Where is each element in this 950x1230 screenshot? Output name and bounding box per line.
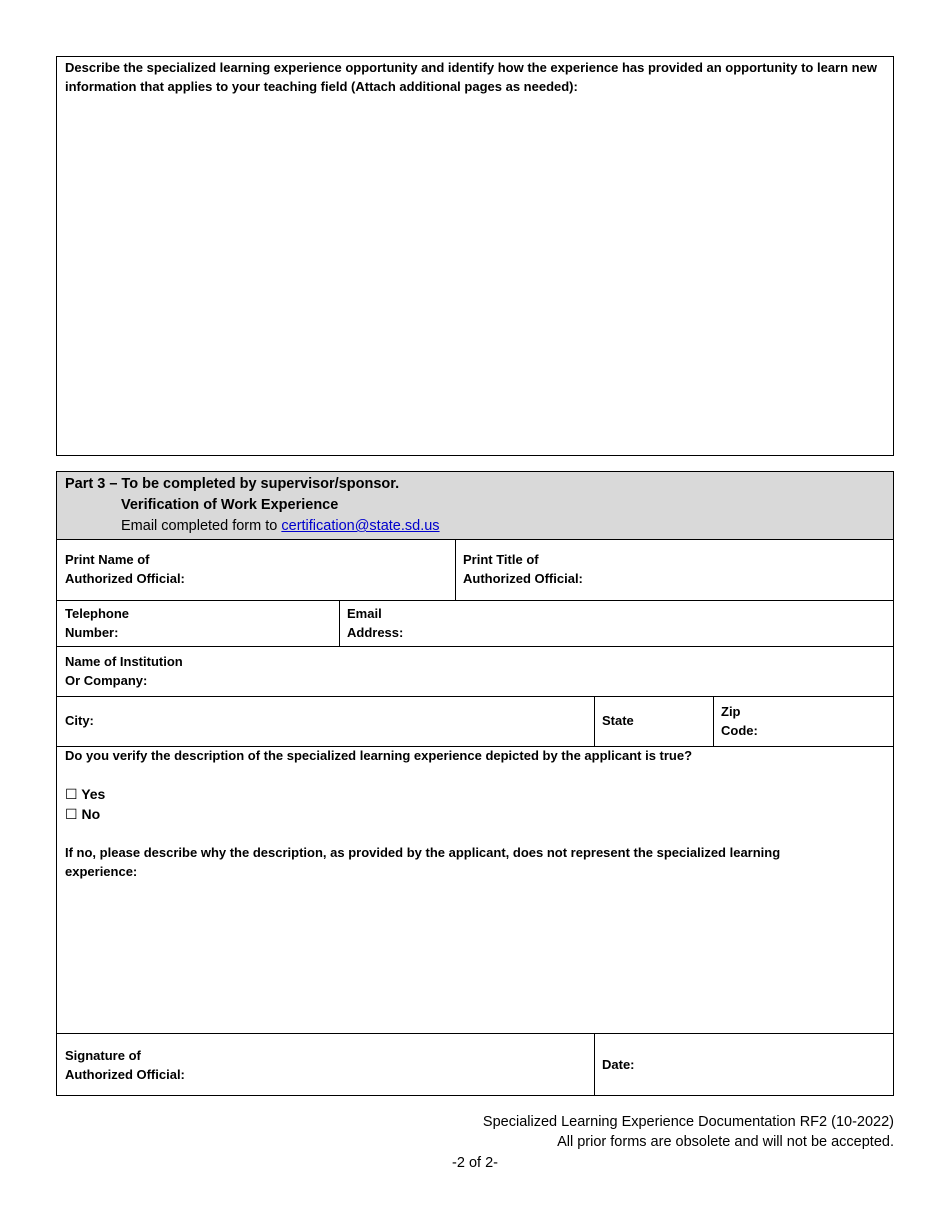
date-label: Date: [602, 1057, 635, 1072]
part3-header [57, 472, 893, 539]
signature-label: Signature of Authorized Official: [65, 1048, 185, 1082]
if-no-prompt: If no, please describe why the description, as provided by the applicant, does not represent the specialized learning experience: [65, 845, 781, 879]
email-address-label: Email Address: [347, 606, 404, 640]
part3-subtitle: Verification of Work Experience [121, 497, 339, 513]
certification-email-link[interactable]: certification@state.sd.us [281, 518, 440, 534]
footer-obsolete-note: All prior forms are obsolete and will not be accepted. [557, 1134, 894, 1150]
print-title-label: Print Title of Authorized Official: [463, 552, 583, 586]
institution-label: Name of Institution Or Company: [65, 654, 183, 688]
no-checkbox-icon[interactable]: ☐ [65, 806, 78, 822]
no-label: No [81, 806, 101, 822]
city-label: City: [65, 713, 94, 728]
email-prefix: Email completed form to [121, 518, 282, 534]
state-label: State [602, 713, 634, 728]
no-option[interactable] [65, 804, 100, 824]
description-prompt: Describe the specialized learning experience opportunity and identify how the experience has provided an opportunity to learn new information that applies to your teaching field (Attach additional pages as needed): [65, 60, 877, 94]
print-name-label: Print Name of Authorized Official: [65, 552, 185, 586]
verify-question: Do you verify the description of the specialized learning experience depicted by the applicant is true? [65, 748, 693, 763]
yes-checkbox-icon[interactable]: ☐ [65, 786, 78, 802]
description-box [56, 56, 894, 456]
telephone-label: Telephone Number: [65, 606, 130, 640]
page-number: -2 of 2- [452, 1155, 498, 1171]
zip-label: Zip Code: [721, 704, 758, 738]
description-field[interactable] [61, 101, 891, 453]
part3-table [56, 471, 894, 1096]
footer-form-id: Specialized Learning Experience Documentation RF2 (10-2022) [482, 1114, 894, 1130]
part3-email-line [121, 516, 440, 537]
yes-label: Yes [81, 786, 106, 802]
part3-title: Part 3 – To be completed by supervisor/sponsor. [65, 476, 400, 492]
if-no-field[interactable] [61, 884, 891, 1036]
yes-option[interactable] [65, 784, 105, 804]
